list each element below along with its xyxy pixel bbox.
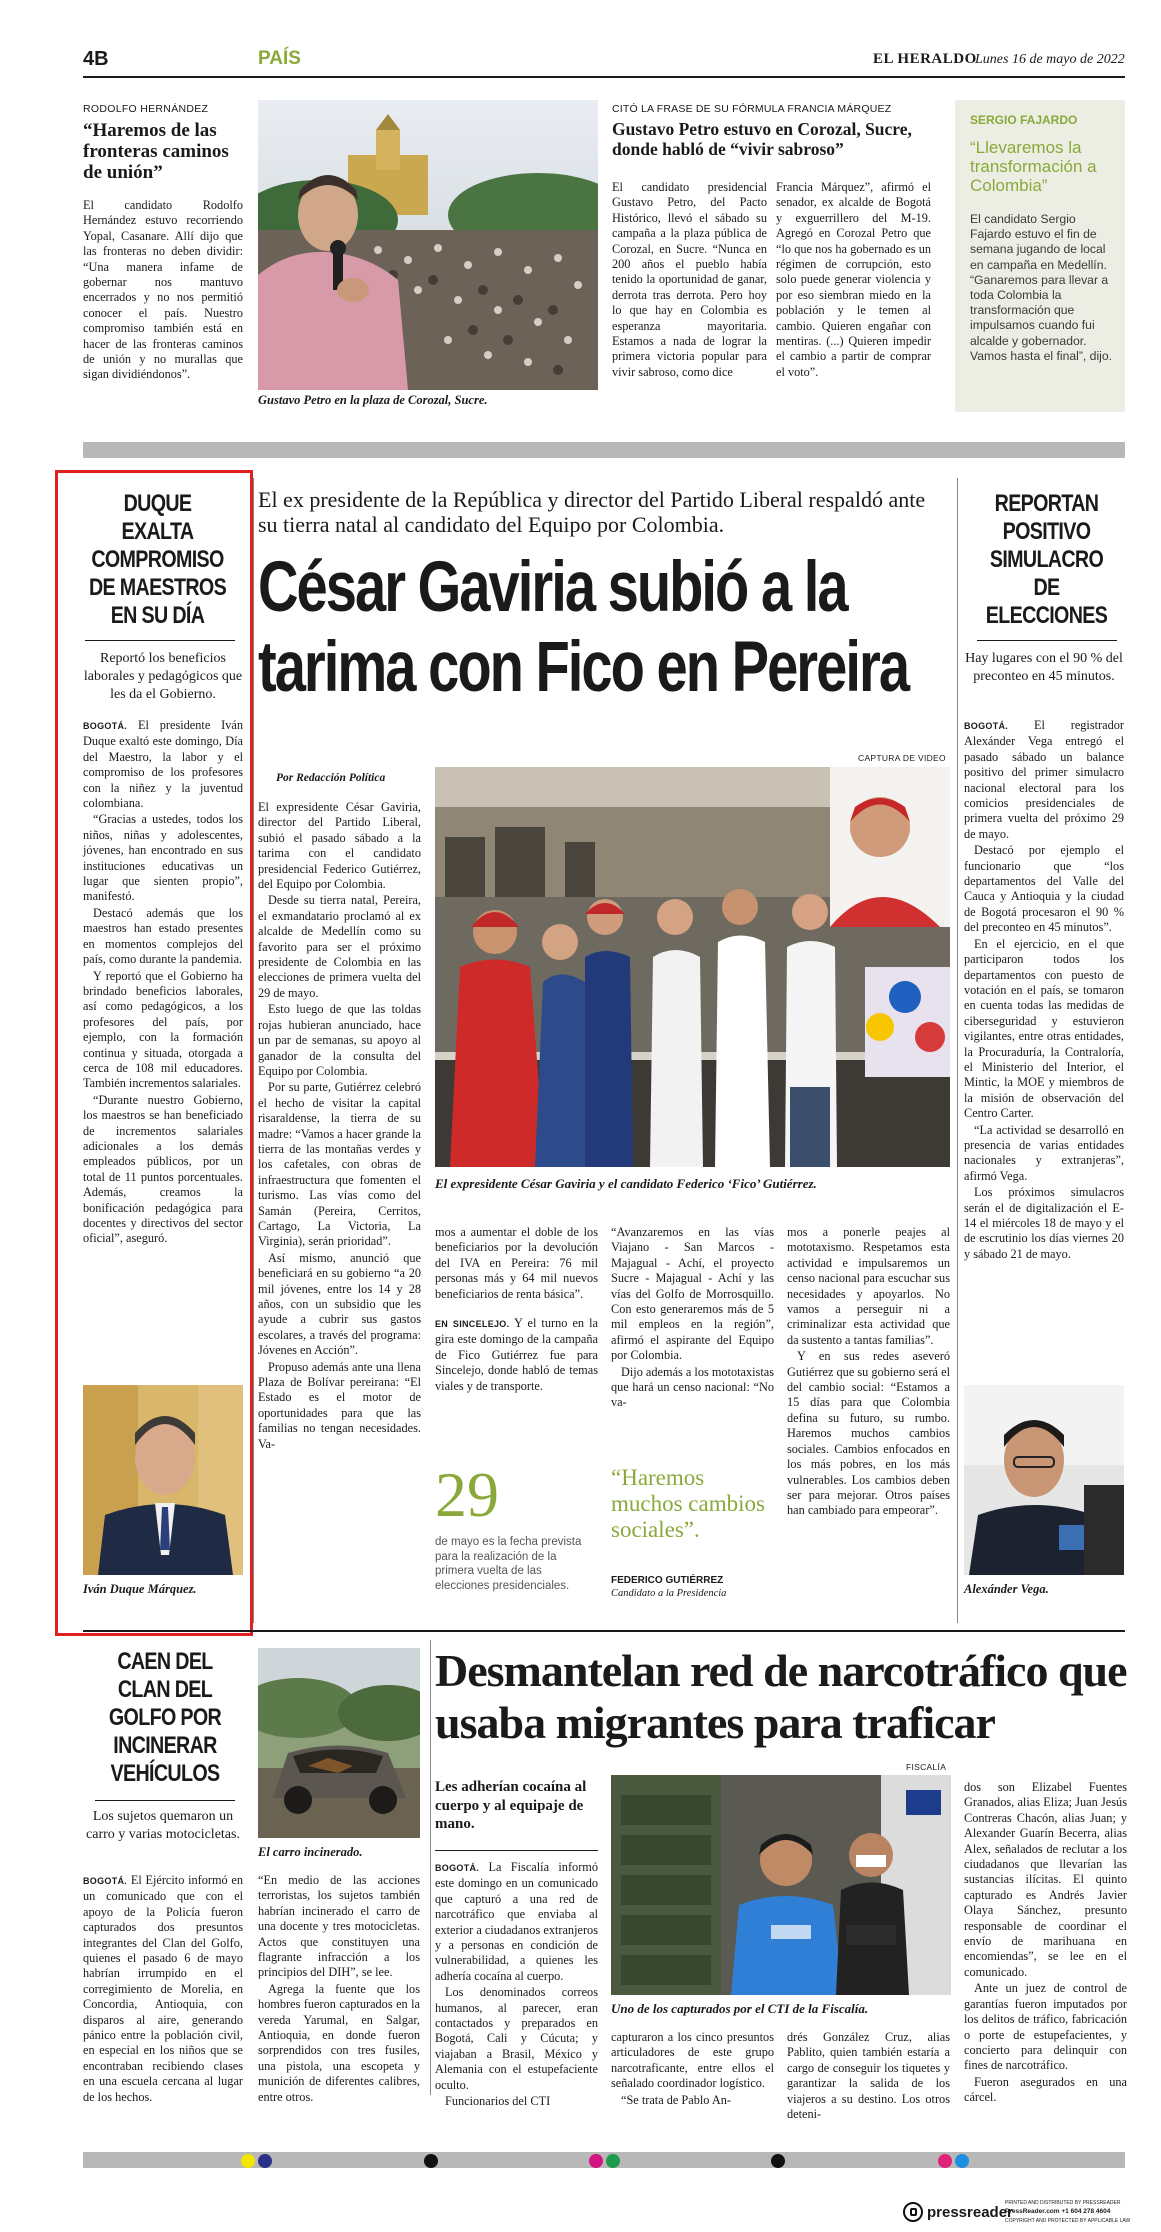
pressreader-wordmark: pressreader: [927, 2203, 1013, 2221]
registration-marks: [83, 2154, 1125, 2168]
narco-col4-p1: dos son Elizabel Fuentes Granados, alias Eliza; Juan Jesús Contreras Chacón, alias Juan; y Alexander Guarín Becerra, alias Alex, señalados de reclutar a los ciudadanos que llevarían las sustancias ilícitas. El quinto capturado es Andrés Javier Olaya Sánchez, presunto responsable de coordinar el envío de marihuana en encomiendas”, se lee en el comunicado.: [964, 1780, 1127, 1979]
narco-photo-credit: FISCALÍA: [906, 1762, 947, 1772]
gaviria-col4-p2: Y en sus redes aseveró Gutiérrez que su gobierno será el del cambio social: “Estamos a 15 días para que Colombia defina su futuro, su rumbo. Haremos muchos cambios sociales. Cambios enfocados en los más pobres, en los más vulnerables. Los cambios deben ser para mejorar. Otros países han cambiado para empeorar”.: [787, 1349, 950, 1518]
gaviria-photo-caption: El expresidente César Gaviria y el candidato Federico ‘Fico’ Gutiérrez.: [435, 1176, 817, 1191]
duque-body: [83, 718, 243, 1248]
duque-photo-caption: Iván Duque Márquez.: [83, 1582, 197, 1596]
narco-deck: Les adherían cocaína al cuerpo y al equipaje de mano.: [435, 1779, 587, 1832]
issue-date: Lunes 16 de mayo de 2022: [975, 52, 1125, 67]
duque-para-5: “Durante nuestro Gobierno, los maestros se han beneficiado de incrementos salariales adicionales a los demás empleados públicos, por un total de 11 puntos porcentuales. Además, creamos la bonificación pedagógica para docentes y directivos del sector oficial”, aseguró.: [83, 1092, 243, 1246]
narco-col4-p2: Ante un juez de control de garantías fueron imputados por los delitos de tráfico, fabricación o porte de estupefacientes, y concierto para delinquir con fines de narcotráfico.: [964, 1981, 1127, 2073]
clan-car-photo: [258, 1648, 420, 1838]
clan-headline-text: CAEN DEL CLAN DEL GOLFO POR INCINERAR VEHÍCULOS: [108, 1648, 222, 1787]
clan-col2-p2: Agrega la fuente que los hombres fueron capturados en la vereda Yarumal, en Salgar, Antioquia, en donde fueron sorprendidos con tres fusiles, una pistola, una escopeta y munición de diferentes calibres, entre otros.: [258, 1981, 420, 2104]
gaviria-col4-p1: mos a ponerle peajes al mototaxismo. Respetamos esta actividad e impulsaremos un censo nacional para escuchar sus necesidades y apoyarlos. No vamos a perseguir ni a criminalizar esta actividad que da sustento a tantas familias”.: [787, 1225, 950, 1347]
pressreader-small-2: PressReader.com +1 604 278 4604: [1005, 2208, 1111, 2215]
page-number: 4B: [83, 48, 109, 70]
narco-headline: Desmantelan red de narcotráfico que usaba migrantes para traficar: [435, 1645, 1127, 1748]
clan-body-col1: [83, 1873, 243, 2106]
simulacro-headline: [964, 490, 1129, 630]
gaviria-col3-p1: “Avanzaremos en las vías Viajano - San Marcos - Majagual - Achí, el proyecto Sucre - Majagual - Achí y las vías del Golfo de Morrosquillo. Con esto generaremos más de 5 mil empleos en la región”, afirmó el aspirante del Equipo por Colombia.: [611, 1225, 774, 1363]
petro-kicker: CITÓ LA FRASE DE SU FÓRMULA FRANCIA MÁRQUEZ: [612, 103, 892, 115]
fajardo-body: El candidato Sergio Fajardo estuvo el fin de semana jugando de local en campaña en Medellín. “Ganaremos para llevar a toda Colombia la transformación que impulsamos cuando fui alcalde y gobernador. Vamos hasta el final”, dijo.: [970, 212, 1113, 363]
fajardo-kicker: SERGIO FAJARDO: [970, 113, 1078, 127]
duque-photo: [83, 1385, 243, 1575]
petro-photo-caption: Gustavo Petro en la plaza de Corozal, Sucre.: [258, 393, 488, 407]
clan-headline: [80, 1648, 250, 1788]
gaviria-col1-p2: Desde su tierra natal, Pereira, el exmandatario proclamó al ex alcalde de Medellín como su favorito para ser el próximo presidente de Colombia en las elecciones de primera vuelta del 29 de mayo.: [258, 893, 421, 1000]
gaviria-headline-text: César Gaviria subió a la tarima con Fico en Pereira: [258, 548, 909, 707]
duque-headline-text: DUQUE EXALTA COMPROMISO DE MAESTROS EN SU DÍA: [88, 490, 227, 629]
gaviria-sincelejo-dateline: EN SINCELEJO.: [435, 1319, 510, 1330]
gaviria-col3: [611, 1225, 774, 1412]
gaviria-col2: [435, 1225, 598, 1395]
pressreader-logo[interactable]: [903, 2200, 1013, 2224]
hernandez-kicker: RODOLFO HERNÁNDEZ: [83, 103, 209, 115]
clan-deck: Los sujetos quemaron un carro y varias motocicletas.: [86, 1809, 240, 1842]
pressreader-small-3: COPYRIGHT AND PROTECTED BY APPLICABLE LAW: [1005, 2218, 1131, 2224]
simulacro-para-3: En el ejercicio, en el que participaron todos los departamentos con puesto de votación en el país, se tomaron en cuenta todas las medidas de ciberseguridad y estuvieron vigilantes, entre otras entidades, la Procuraduría, la Contraloría, el Ministerio del Interior, el Mintic, la MOE y miembros de la misión de observación del Centro Carter.: [964, 936, 1124, 1121]
gaviria-col2-p1: mos a aumentar el doble de los beneficiarios por la devolución del IVA en Pereira: 76 mil personas más y 64 mil nuevos beneficiarios de renta básica”.: [435, 1225, 598, 1301]
clan-dateline: BOGOTÁ.: [83, 1876, 128, 1886]
section-divider-band: [83, 442, 1125, 458]
gaviria-col1-p6: Propuso además ante una llena Plaza de Bolívar pereirana: “El Estado es el motor de oportunidades para que las familias no tengan necesidades. Va-: [258, 1359, 421, 1451]
gaviria-col1-p4: Por su parte, Gutiérrez celebró el hecho de visitar la capital risaraldense, la tierra de su madre: “Vamos a hacer grande la tierra de las montañas verdes y los cafetales, con obras de infraestructura que fomenten el turismo. Las vías como del Samán (Pereira, Cerritos, Cartago, La Victoria, La Virginia), serán prioridad”.: [258, 1080, 421, 1249]
vega-photo-caption: Alexánder Vega.: [964, 1582, 1049, 1596]
header-rule: [83, 76, 1125, 78]
gaviria-col1-p5: Así mismo, anunció que beneficiará en su gobierno “a 20 mil jóvenes, entre los 14 y 28 años, con un subsidio que les ayude a cubrir sus gastos escolares, a través del programa: Jóvenes en Acción”.: [258, 1250, 421, 1358]
duque-para-2: “Gracias a ustedes, todos los niños, niñas y adolescentes, jóvenes, han encontrado en sus instituciones educativas un lugar que sienten propio”, manifestó.: [83, 812, 243, 904]
narco-deck-rule: [435, 1850, 598, 1851]
narco-col2-p2: “Se trata de Pablo An-: [621, 2092, 731, 2107]
gaviria-byline: Por Redacción Política: [276, 772, 386, 784]
gaviria-col1: [258, 800, 421, 1453]
narco-col1-p1: La Fiscalía informó este domingo en un comunicado que capturó a una red de narcotráfico que enviaba al exterior a ciudadanos extranjeros y a personas en condición de vulnerabilidad, a quienes les adhería cocaína al cuerpo.: [435, 1860, 599, 1983]
gaviria-headline: [258, 548, 958, 708]
petro-photo: [258, 100, 598, 390]
duque-deck: Reportó los beneficios laborales y pedagógicos que les da el Gobierno.: [83, 651, 243, 702]
narco-col2: [611, 2030, 774, 2109]
clan-col1-text: El Ejército informó en un comunicado que con el apoyo de la Policía fueron capturados dos presuntos integrantes del Clan del Golfo, quienes el pasado 6 de mayo habrían irrumpido en el corregimiento de Morelia, en Concordia, Antioquia, con disparos al aire, generando pánico entre la población civil, en especial en los niños que se encontraban recibiendo clases en una escuela cercana al lugar de los hechos.: [83, 1873, 243, 2104]
gaviria-col2-p2: Y el turno en la gira este domingo de la campaña de Fico Gutiérrez fue para Sincelejo, donde habló de temas viales y de transporte.: [435, 1316, 598, 1393]
fico-quote-role: Candidato a la Presidencia: [611, 1588, 727, 1599]
duque-dateline: BOGOTÁ.: [83, 721, 128, 731]
simulacro-headline-text: REPORTAN POSITIVO SIMULACRO DE ELECCIONES: [985, 490, 1108, 629]
clan-photo-caption: El carro incinerado.: [258, 1845, 363, 1859]
simulacro-dateline: BOGOTÁ.: [964, 721, 1009, 731]
narco-col1: [435, 1860, 598, 2111]
column-rule-left: [253, 478, 254, 1623]
section-label: PAÍS: [258, 48, 301, 69]
gaviria-col4: [787, 1225, 950, 1520]
duque-para-4: Y reportó que el Gobierno ha brindado beneficios laborales, así como pedagógicos, a los profesores del país, por ejemplo, con la formación continua y situada, otorgada a cerca de 108 mil educadores. También incrementos salariales.: [83, 968, 243, 1091]
hernandez-body: El candidato Rodolfo Hernández estuvo recorriendo Yopal, Casanare. Allí dijo que las fronteras no deben dividir: “Una manera infame de gobernar nos mantuvo encerrados y no nos permitió conocer el país. Nuestro compromiso también está en hacer de las fronteras caminos de unión y no murallas que sigan dividiéndonos”.: [83, 198, 243, 382]
stat-number: 29: [435, 1459, 499, 1530]
gaviria-col1-p1: El expresidente César Gaviria, director del Partido Liberal, subió el pasado sábado a la tarima con el candidato presidencial Federico Gutiérrez, del Equipo por Colombia.: [258, 800, 421, 892]
narco-col3-p1: drés González Cruz, alias Pablito, quien también estaría a cargo de conseguir los tiquetes y garantizar la salida de los viajeros a su destino. Los otros deteni-: [787, 2030, 950, 2122]
narco-photo-caption: Uno de los capturados por el CTI de la Fiscalía.: [611, 2001, 869, 2016]
gaviria-photo-credit: CAPTURA DE VIDEO: [858, 753, 946, 763]
vega-photo: [964, 1385, 1124, 1575]
gaviria-photo: [435, 767, 950, 1167]
narco-col4-p3: Fueron asegurados en una cárcel.: [964, 2074, 1127, 2105]
narco-col2-p1: capturaron a los cinco presuntos articuladores de este grupo narcotraficante, entre ellos el señalado coordinador logístico.: [611, 2030, 774, 2091]
simulacro-para-5: Los próximos simulacros serán el de digitalización el E-14 el miércoles 18 de mayo y el de escrutinio los días viernes 20 y sábado 21 de mayo.: [964, 1185, 1124, 1261]
duque-para-3: Destacó además que los maestros han estado presentes en momentos complejos del país, como durante la pandemia.: [83, 905, 243, 967]
newspaper-name: EL HERALDO: [873, 51, 977, 67]
duque-para-1: El presidente Iván Duque exaltó este domingo, Día del Maestro, la labor y el compromiso de los profesores con la niñez y la juventud colombiana.: [83, 718, 243, 811]
gaviria-col1-p3: Esto luego de que las toldas rojas hubieran anunciado, hace un par de semanas, su apoyo al ganador de la consulta del Equipo por Colombia.: [258, 1002, 421, 1078]
simulacro-deck: Hay lugares con el 90 % del preconteo en 45 minutos.: [965, 651, 1123, 684]
petro-body-col1: El candidato presidencial Gustavo Petro, del Pacto Histórico, llevó el sábado su campaña a la plaza pública de Corozal, en Sucre. “Nunca en 200 años el pueblo había tenido la oportunidad de ganar, derrota tras derrota. Pero hoy lo que hay en Colombia es esperanza mayoritaria. Estamos a nada de lograr la primera victoria popular para vivir sabroso, como dice: [612, 180, 767, 379]
narco-photo: [611, 1775, 951, 1995]
clan-col2-p1: “En medio de las acciones terroristas, los sujetos también habrían incinerado el carro de una docente y tres motocicletas. Actos que constituyen una flagrante infracción a los principios del DIH”, se lee.: [258, 1873, 420, 1980]
petro-body-col2: Francia Márquez”, afirmó el senador, ex alcalde de Bogotá y exguerrillero del M-19. Agregó en Corozal Petro que “lo que nos ha gobernado es un régimen de corrupción, esto solo puede generar violencia y por eso siembran miedo en la población y le temen al cambio. Quieren engañar con mentiras. (...) Quieren impedir el cambio a partir de comprar el voto”.: [776, 180, 931, 379]
lower-section-rule: [83, 1630, 1125, 1632]
duque-deck-rule: [85, 640, 235, 641]
clan-body-col2: [258, 1873, 420, 2106]
gaviria-col3-p2: Dijo además a los mototaxistas que hará un censo nacional: “No va-: [611, 1364, 775, 1410]
simulacro-para-2: Destacó por ejemplo el funcionario que “los departamentos del Valle del Cauca y Antioquia y la ciudad de Bogotá procesaron el 90 % del preconteo en 45 minutos”.: [964, 843, 1124, 935]
pressreader-small-1: PRINTED AND DISTRIBUTED BY PRESSREADER: [1005, 2200, 1121, 2206]
gaviria-deck: El ex presidente de la República y director del Partido Liberal respaldó ante su tierra natal al candidato del Equipo por Colombia.: [258, 487, 926, 537]
narco-dateline: BOGOTÁ.: [435, 1863, 480, 1873]
clan-deck-rule: [95, 1800, 235, 1801]
pressreader-icon: [903, 2202, 923, 2222]
narco-col3: [787, 2030, 950, 2123]
narco-col1-p2: Los denominados correos humanos, al parecer, eran contactados y preparados en Bogotá, Cali y Cúcuta; y viajaban a Brasil, México y Alemania con el estupefaciente oculto.: [435, 1985, 598, 2092]
stat-text: de mayo es la fecha prevista para la realización de la primera vuelta de las elecciones presidenciales.: [435, 1536, 582, 1592]
simulacro-para-1: El registrador Alexánder Vega entregó el pasado sábado un balance positivo del primer simulacro nacional electoral para los comicios presidenciales de primera vuelta del próximo 29 de mayo.: [964, 718, 1124, 841]
column-rule-lower: [430, 1640, 431, 2095]
fico-quote: “Haremos muchos cambios sociales”.: [611, 1465, 765, 1542]
narco-col4: [964, 1780, 1127, 2107]
simulacro-deck-rule: [977, 640, 1117, 641]
petro-headline: Gustavo Petro estuvo en Corozal, Sucre, donde habló de “vivir sabroso”: [612, 119, 912, 159]
hernandez-headline: “Haremos de las fronteras caminos de unión”: [83, 120, 229, 183]
narco-col1-p3: Funcionarios del CTI: [445, 2094, 551, 2109]
fajardo-quote: “Llevaremos la transformación a Colombia”: [970, 138, 1097, 195]
fico-quote-author: FEDERICO GUTIÉRREZ: [611, 1575, 724, 1586]
simulacro-body: [964, 718, 1124, 1263]
duque-headline: [70, 490, 245, 630]
simulacro-para-4: “La actividad se desarrolló en presencia de varias entidades nacionales y extranjeras”, afirmó Vega.: [964, 1122, 1124, 1183]
